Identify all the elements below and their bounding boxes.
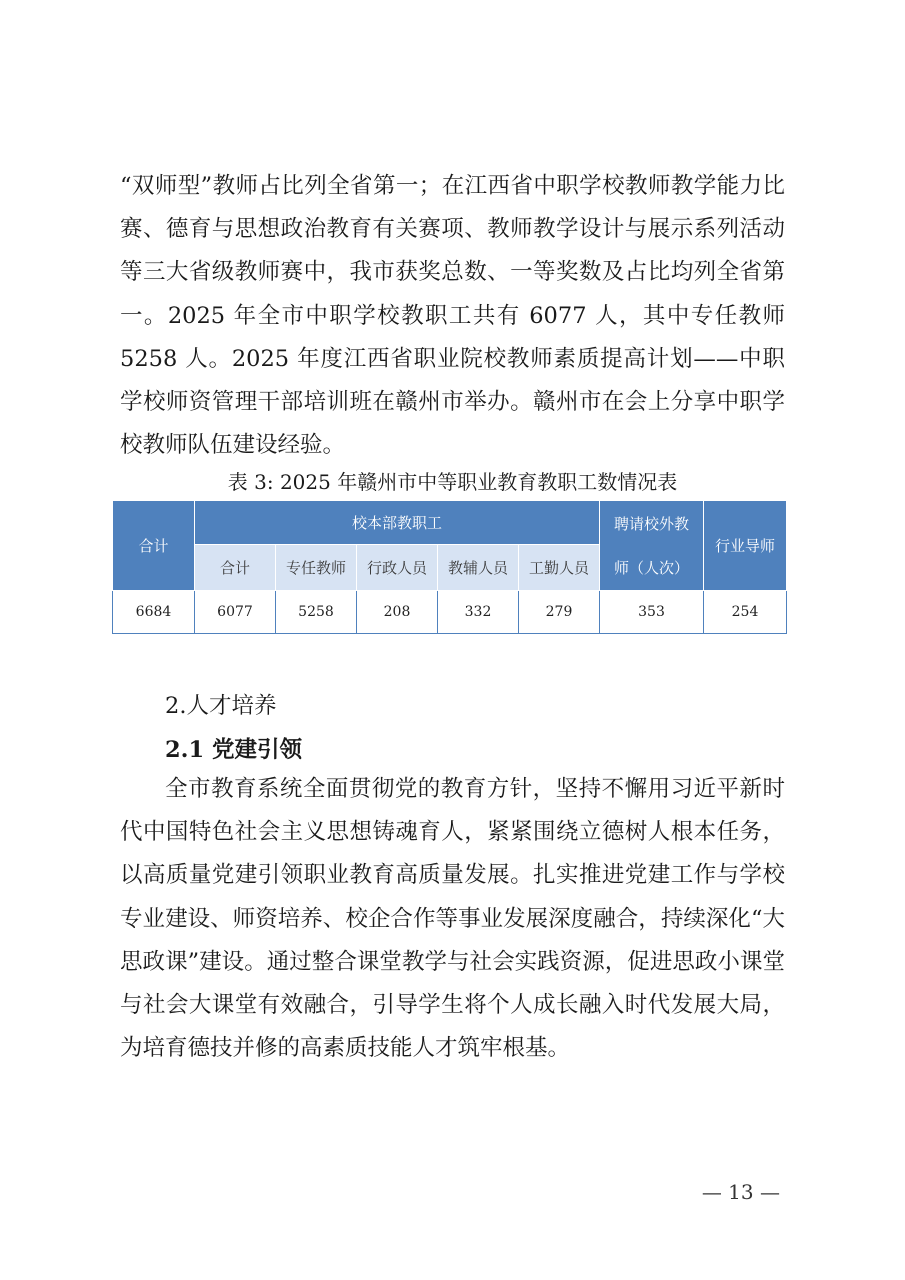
staff-statistics-table <box>112 500 787 634</box>
header-external-teachers <box>600 501 704 591</box>
cell-logistics: 279 <box>519 591 600 634</box>
cell-total: 6684 <box>113 591 195 634</box>
subsection-heading: 2.1 党建引领 <box>165 737 302 763</box>
header-total: 合计 <box>113 501 195 591</box>
cell-mentors: 254 <box>704 591 787 634</box>
cell-support: 332 <box>438 591 519 634</box>
header-school-staff: 校本部教职工 <box>195 501 600 545</box>
page-number: — 13 — <box>701 1180 780 1204</box>
header-industry-mentors: 行业导师 <box>704 501 787 591</box>
section-heading: 2.人才培养 <box>165 693 277 719</box>
subheader-logistics: 工勤人员 <box>519 545 600 591</box>
cell-admin: 208 <box>357 591 438 634</box>
cell-external: 353 <box>600 591 704 634</box>
header-external-line2: 师（人次） <box>613 558 689 577</box>
body-paragraph-2: 全市教育系统全面贯彻党的教育方针，坚持不懈用习近平新时代中国特色社会主义思想铸魂育人，紧紧围绕立德树人根本任务，以高质量党建引领职业教育高质量发展。扎实推进党建工作与学校专业建设、师资培养、校企合作等事业发展深度融合，持续深化“大思政课”建设。通过整合课堂教学与社会实践资源，促进思政小课堂与社会大课堂有效融合，引导学生将个人成长融入时代发展大局，为培育德技并修的高素质技能人才筑牢根基。 <box>120 776 785 1062</box>
subheader-admin: 行政人员 <box>357 545 438 591</box>
subheader-total: 合计 <box>195 545 276 591</box>
table-row <box>113 591 787 634</box>
table-caption: 表 3: 2025 年赣州市中等职业教育教职工数情况表 <box>227 470 678 494</box>
subheader-full-time: 专任教师 <box>276 545 357 591</box>
cell-full-time: 5258 <box>276 591 357 634</box>
cell-school-total: 6077 <box>195 591 276 634</box>
header-external-line1: 聘请校外教 <box>613 514 689 533</box>
subheader-support: 教辅人员 <box>438 545 519 591</box>
body-paragraph-1: “双师型”教师占比列全省第一；在江西省中职学校教师教学能力比赛、德育与思想政治教育有关赛项、教师教学设计与展示系列活动等三大省级教师赛中，我市获奖总数、一等奖数及占比均列全省第一。2025 年全市中职学校教职工共有 6077 人，其中专任教师 5258 人。2025 年度江西省职业院校教师素质提高计划——中职学校师资管理干部培训班在赣州市举办。赣州市在会上分享中职学校教师队伍建设经验。 <box>120 173 785 459</box>
